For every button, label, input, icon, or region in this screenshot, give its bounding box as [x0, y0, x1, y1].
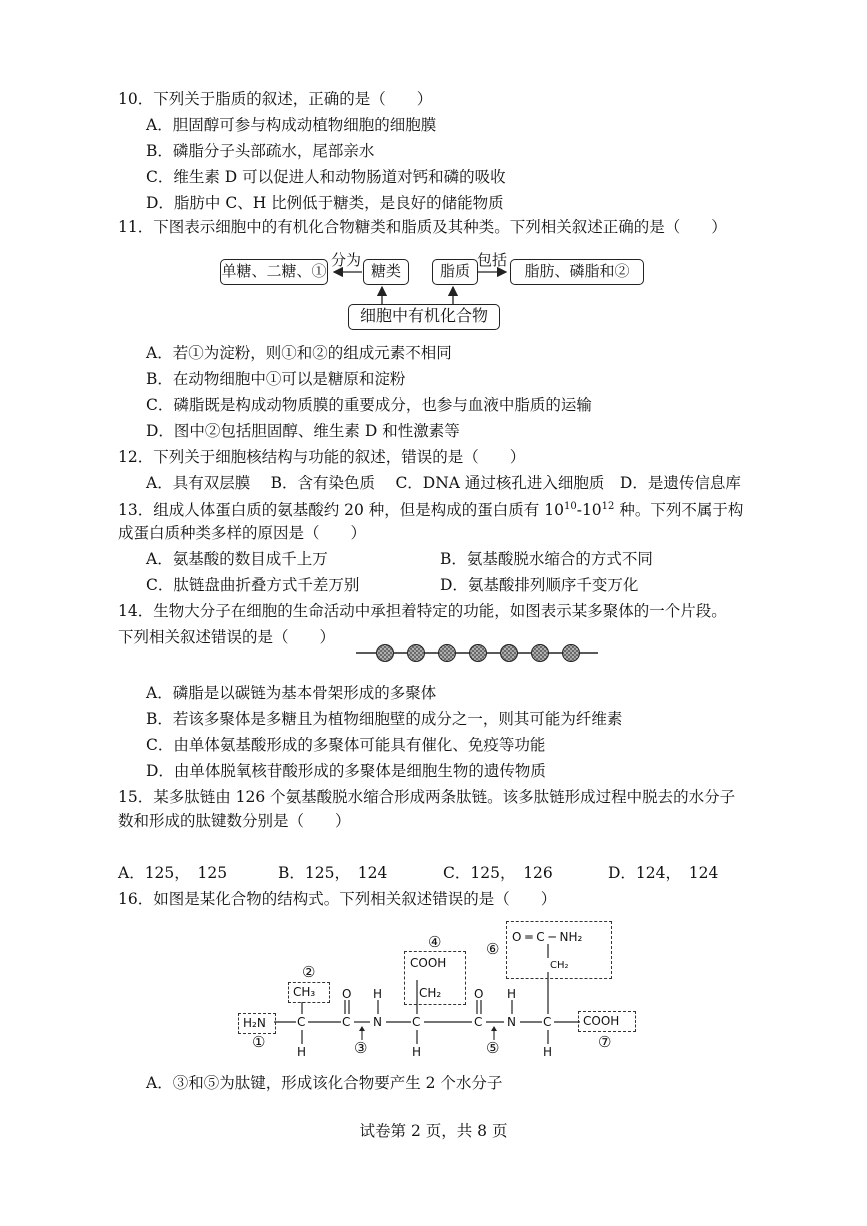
box-organic-compounds: 细胞中有机化合物 — [348, 304, 500, 330]
label-7: ⑦ — [598, 1033, 612, 1051]
label-5: ⑤ — [486, 1039, 500, 1057]
terminal-cooh: COOH — [583, 1014, 620, 1028]
q15-option-a: A．125， 125 — [118, 864, 228, 882]
q12-options: A．具有双层膜 B．含有染色质 C．DNA 通过核孔进入细胞质 D．是遗传信息库 — [146, 474, 741, 492]
q13-stem-post: 种。下列不属于构 — [614, 501, 744, 519]
q14-option-d: D．由单体脱氧核苷酸形成的多聚体是细胞生物的遗传物质 — [146, 762, 546, 780]
label-2: ② — [302, 963, 316, 981]
q10-option-a: A．胆固醇可参与构成动植物细胞的细胞膜 — [146, 116, 437, 134]
alpha-carbon-2: C — [412, 1015, 421, 1029]
q13-exp2: 12 — [601, 501, 615, 512]
alpha-h-1: H — [297, 1045, 307, 1059]
q11-option-b: B．在动物细胞中①可以是糖原和淀粉 — [146, 370, 406, 388]
q13-option-c: C．肽链盘曲折叠方式千差万别 — [146, 576, 360, 594]
label-1: ① — [252, 1033, 266, 1051]
box-monosaccharides: 单糖、二糖、① — [220, 259, 328, 285]
box-fats-phospholipids: 脂肪、磷脂和② — [510, 259, 644, 285]
q14-stem-2: 下列相关叙述错误的是（ ） — [118, 628, 336, 646]
q15-option-d: D．124， 124 — [608, 864, 719, 882]
alpha-h-2: H — [412, 1045, 422, 1059]
alpha-carbon-3: C — [543, 1015, 552, 1029]
label-4: ④ — [428, 933, 442, 951]
q11-stem: 11．下图表示细胞中的有机化合物糖类和脂质及其种类。下列相关叙述正确的是（ ） — [118, 218, 727, 236]
carbonyl-c-2: C — [474, 1015, 483, 1029]
alpha-carbon-1: C — [297, 1015, 306, 1029]
box-sugars: 糖类 — [363, 259, 409, 285]
q13-option-b: B．氨基酸脱水缩合的方式不同 — [440, 550, 653, 568]
q13-stem: 13．组成人体蛋白质的氨基酸约 20 种，但是构成的蛋白质有 $10^{10}-10^{12}$ 种。下列不属于构 — [118, 501, 744, 519]
amide-side-chain: O ═ C ─ NH₂ — [512, 930, 583, 944]
carbonyl-c-1: C — [342, 1015, 351, 1029]
q15-stem: 15．某多肽链由 126 个氨基酸脱水缩合形成两条肽链。该多肽链形成过程中脱去的水分子 — [118, 788, 736, 806]
carbonyl-o-1: O — [342, 987, 352, 1001]
q14-option-b: B．若该多聚体是多糖且为植物细胞壁的成分之一，则其可能为纤维素 — [146, 710, 623, 728]
q10-option-d: D．脂肪中 C、H 比例低于糖类，是良好的储能物质 — [146, 194, 504, 212]
q10-option-b: B．磷脂分子头部疏水，尾部亲水 — [146, 142, 375, 160]
label-6: ⑥ — [486, 940, 500, 958]
side-ch2-b: CH₂ — [550, 960, 569, 971]
side-cooh: COOH — [410, 956, 447, 970]
q11-option-a: A．若①为淀粉，则①和②的组成元素不相同 — [146, 344, 452, 362]
amide-h-2: H — [507, 987, 517, 1001]
q13-stem-2: 成蛋白质种类多样的原因是（ ） — [118, 524, 367, 542]
q13-option-d: D．氨基酸排列顺序千变万化 — [440, 576, 639, 594]
alpha-h-3: H — [543, 1045, 553, 1059]
q13-option-a: A．氨基酸的数目成千上万 — [146, 550, 328, 568]
q12-stem: 12．下列关于细胞核结构与功能的叙述，错误的是（ ） — [118, 448, 526, 466]
q14-option-a: A．磷脂是以碳链为基本骨架形成的多聚体 — [146, 684, 437, 702]
label-include: 包括 — [477, 251, 508, 269]
amino-group-label: H₂N — [243, 1016, 266, 1030]
q10-stem: 10．下列关于脂质的叙述，正确的是（ ） — [118, 90, 433, 108]
q15-option-b: B．125， 124 — [278, 864, 388, 882]
q13-base1: 10 — [544, 501, 564, 519]
amide-n-1: N — [373, 1015, 382, 1029]
box-lipids: 脂质 — [432, 259, 478, 285]
q11-option-c: C．磷脂既是构成动物质膜的重要成分，也参与血液中脂质的运输 — [146, 396, 592, 414]
page-footer: 试卷第 2 页，共 8 页 — [359, 1122, 508, 1140]
q11-option-d: D．图中②包括胆固醇、维生素 D 和性激素等 — [146, 422, 460, 440]
carbonyl-o-2: O — [474, 987, 484, 1001]
q10-option-c: C．维生素 D 可以促进人和动物肠道对钙和磷的吸收 — [146, 168, 506, 186]
q15-option-c: C．125， 126 — [443, 864, 553, 882]
q16-stem: 16．如图是某化合物的结构式。下列相关叙述错误的是（ ） — [118, 890, 557, 908]
q16-option-a: A．③和⑤为肽键，形成该化合物要产生 2 个水分子 — [146, 1074, 503, 1092]
amide-n-2: N — [507, 1015, 516, 1029]
q13-exp1: 10 — [563, 501, 577, 512]
q14-option-c: C．由单体氨基酸形成的多聚体可能具有催化、免疫等功能 — [146, 736, 546, 754]
amide-h-1: H — [373, 987, 383, 1001]
label-3: ③ — [354, 1039, 368, 1057]
label-divide: 分为 — [331, 251, 362, 269]
q14-stem: 14．生物大分子在细胞的生命活动中承担着特定的功能，如图表示某多聚体的一个片段。 — [118, 602, 727, 620]
side-ch2-a: CH₂ — [419, 986, 442, 1000]
q13-mid: -10 — [576, 501, 602, 519]
q15-stem-2: 数和形成的肽键数分别是（ ） — [118, 812, 351, 830]
methyl-label: CH₃ — [293, 985, 316, 999]
